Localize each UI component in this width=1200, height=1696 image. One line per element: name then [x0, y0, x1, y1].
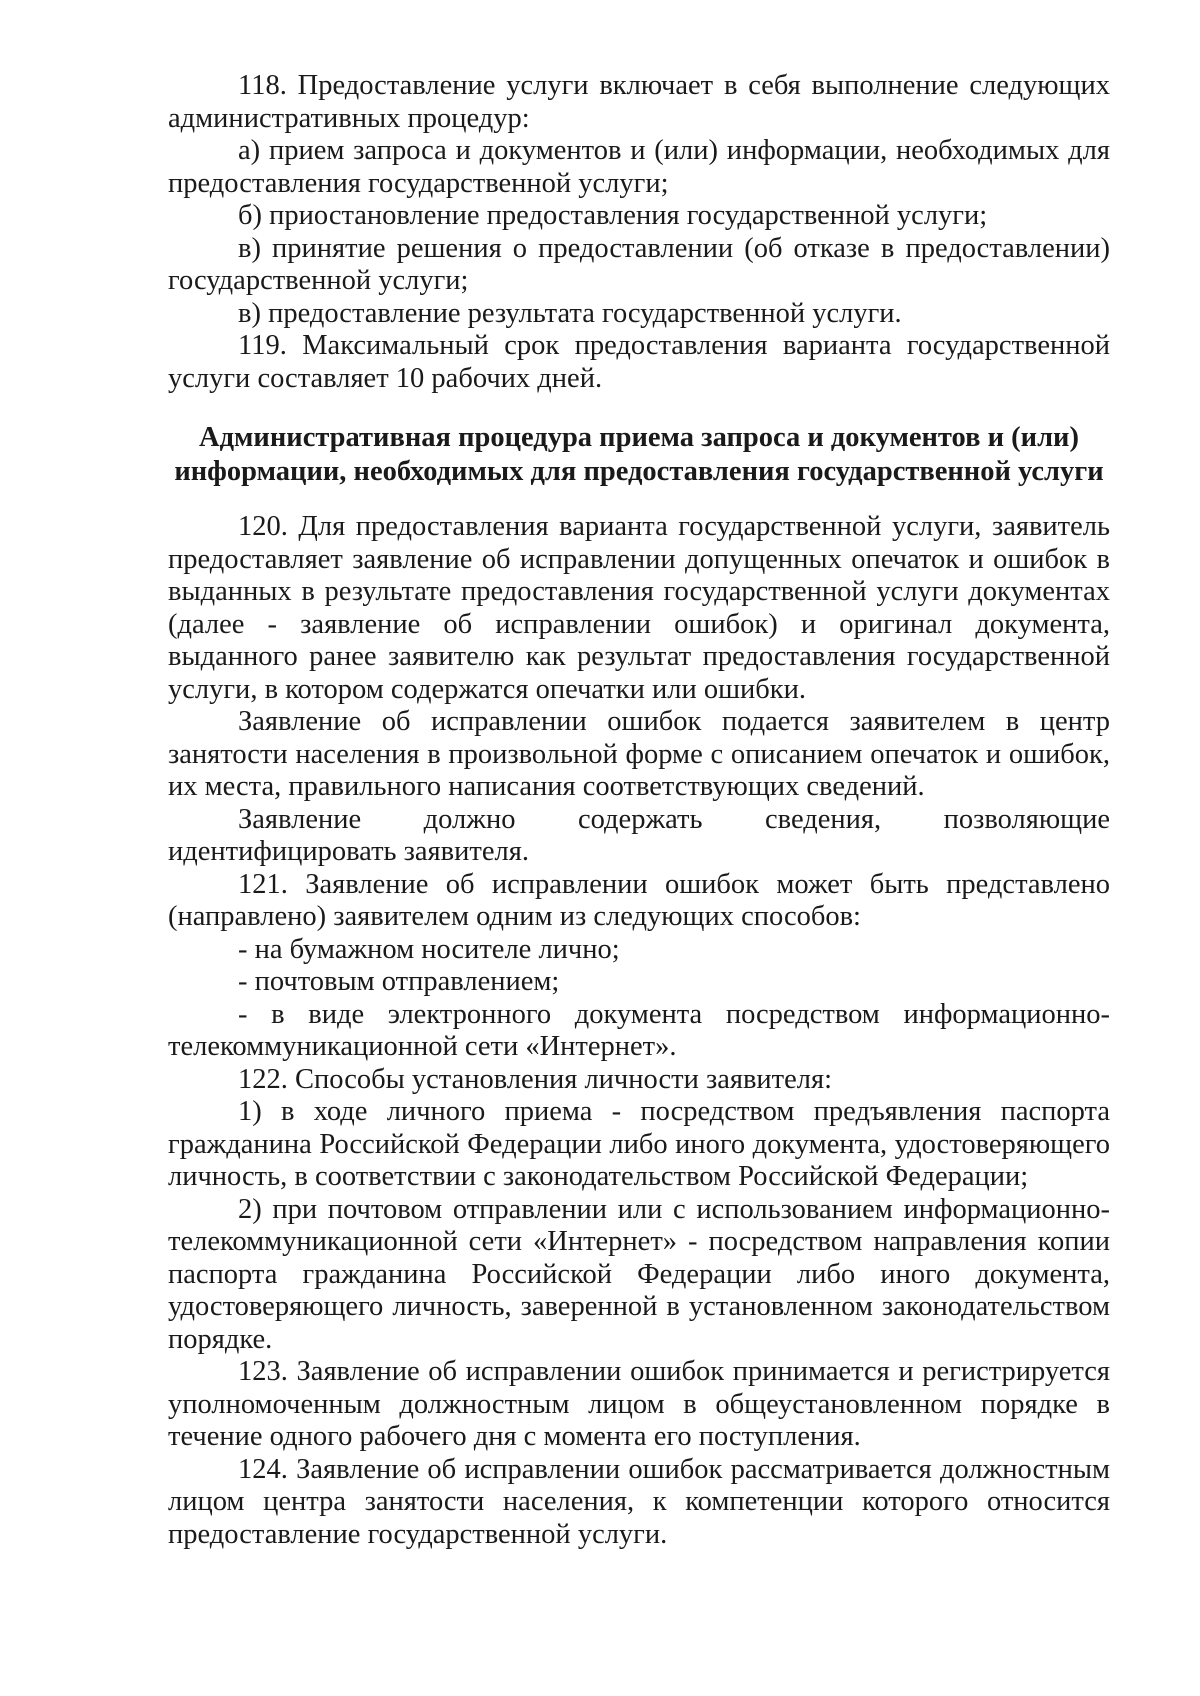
paragraph-122: 122. Способы установления личности заявителя:	[238, 1063, 833, 1095]
paragraph-119: 119. Максимальный срок предоставления варианта государственной услуги составляет 10 рабочих дней.	[168, 330, 1110, 394]
list-item-b: б) приостановление предоставления государственной услуги;	[238, 200, 988, 231]
paragraph-121: 121. Заявление об исправлении ошибок может быть представлено (направлено) заявителем одним из следующих способов:	[168, 868, 1110, 932]
paragraph-124: 124. Заявление об исправлении ошибок рассматривается должностным лицом центра занятости населения, к компетенции которого относится предоставление государственной услуги.	[168, 1453, 1110, 1550]
section-heading-line-2: информации, необходимых для предоставления государственной услуги	[174, 456, 1104, 487]
paragraph-120-identification: Заявление должно содержать сведения, позволяющие идентифицировать заявителя.	[168, 803, 1110, 867]
spacer	[168, 489, 1110, 511]
list-item-1: 1) в ходе личного приема - посредством предъявления паспорта гражданина Российской Федерации либо иного документа, удостоверяющего личность, в соответствии с законодательством Российской Федерации;	[168, 1096, 1110, 1192]
list-item-electronic: - в виде электронного документа посредством информационно-телекоммуникационной сети «Интернет».	[168, 998, 1110, 1062]
section-heading	[168, 421, 1110, 489]
paragraph-120-application: Заявление об исправлении ошибок подается заявителем в центр занятости населения в произвольной форме с описанием опечаток и ошибок, их места, правильного написания соответствующих сведений.	[168, 706, 1110, 802]
paragraph-118: 118. Предоставление услуги включает в себя выполнение следующих административных процедур:	[168, 70, 1110, 134]
list-item-a: а) прием запроса и документов и (или) информации, необходимых для предоставления государственной услуги;	[168, 135, 1110, 199]
paragraph-123: 123. Заявление об исправлении ошибок принимается и регистрируется уполномоченным должностным лицом в общеустановленном порядке в течение одного рабочего дня с момента его поступления.	[168, 1356, 1110, 1452]
list-item-paper: - на бумажном носителе лично;	[238, 933, 620, 965]
list-item-2: 2) при почтовом отправлении или с использованием информационно-телекоммуникационной сети «Интернет» - посредством направления копии паспорта гражданина Российской Федерации либо иного документа, удостоверяющего личность, заверенной в установленном законодательством порядке.	[168, 1193, 1110, 1355]
section-heading-line-1: Административная процедура приема запроса и документов и (или)	[199, 422, 1079, 453]
spacer	[168, 395, 1110, 421]
list-item-v1: в) принятие решения о предоставлении (об отказе в предоставлении) государственной услуги;	[168, 232, 1110, 296]
document-page	[168, 70, 1110, 1551]
paragraph-120: 120. Для предоставления варианта государственной услуги, заявитель предоставляет заявление об исправлении допущенных опечаток и ошибок в выданных в результате предоставления государственной услуги документах (далее - заявление об исправлении ошибок) и оригинал документа, выданного ранее заявителю как результат предоставления государственной услуги, в котором содержатся опечатки или ошибки.	[168, 511, 1110, 705]
list-item-post: - почтовым отправлением;	[238, 966, 560, 997]
list-item-v2: в) предоставление результата государственной услуги.	[238, 297, 902, 329]
